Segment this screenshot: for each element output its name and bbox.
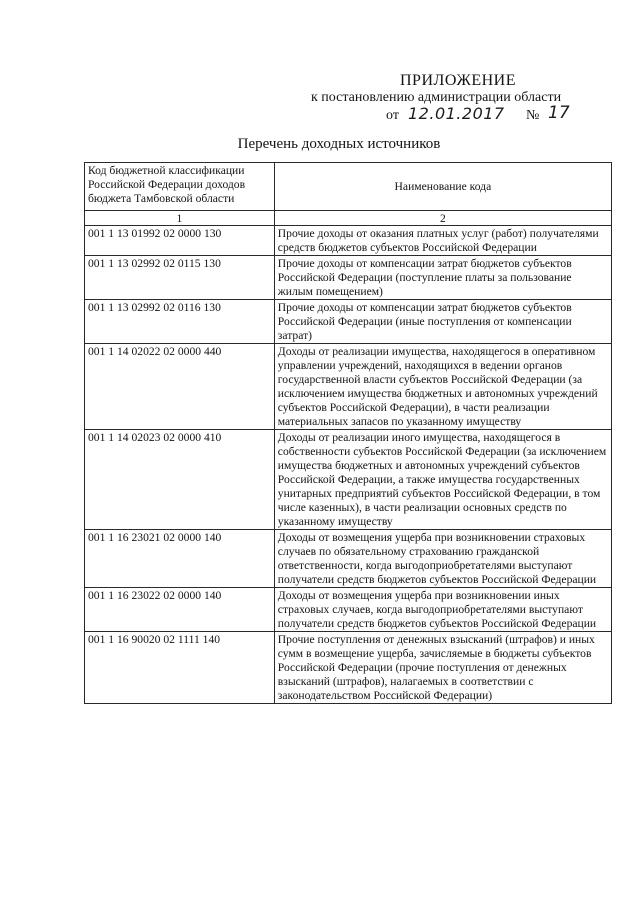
row-code: 001 1 16 23021 02 0000 140 (85, 530, 275, 588)
revenue-sources-table (84, 162, 612, 704)
row-name: Доходы от реализации имущества, находящегося в оперативном управлении учреждений, находящихся в ведении органов государственной власти субъектов Российской Федерации (за исключением имущества бюджетных и автономных учреждений субъектов Российской Федерации), в части реализации материальных запасов по указанному имуществу (274, 344, 611, 430)
table-row (85, 430, 612, 530)
table-row (85, 632, 612, 704)
appendix-subtitle: к постановлению администрации области (311, 90, 562, 105)
row-code: 001 1 13 02992 02 0115 130 (85, 256, 275, 300)
header-name-column: Наименование кода (274, 163, 611, 211)
table-row (85, 300, 612, 344)
table-row (85, 256, 612, 300)
handwritten-number: 17 (548, 103, 570, 123)
appendix-date-row (386, 103, 616, 128)
document-title: Перечень доходных источников (237, 136, 441, 152)
row-name: Доходы от реализации иного имущества, находящегося в собственности субъектов Российской Федерации (за исключением имущества бюджетных и автономных учреждений субъектов Российской Федерации, а также имущества государственных унитарных предприятий субъектов Российской Федерации, в том числе казенных), в части реализации основных средств по указанному имуществу (274, 430, 611, 530)
table-row (85, 344, 612, 430)
row-name: Доходы от возмещения ущерба при возникновении иных страховых случаев, когда выгодоприобретателями выступают получатели средств бюджетов субъектов Российской Федерации (274, 588, 611, 632)
row-code: 001 1 13 02992 02 0116 130 (85, 300, 275, 344)
date-prefix: от (386, 108, 399, 123)
table-row (85, 588, 612, 632)
row-name: Прочие доходы от компенсации затрат бюджетов субъектов Российской Федерации (иные поступления от компенсации затрат) (274, 300, 611, 344)
row-code: 001 1 13 01992 02 0000 130 (85, 226, 275, 256)
number-label: № (526, 108, 540, 123)
row-name: Доходы от возмещения ущерба при возникновении страховых случаев по обязательному страхованию гражданской ответственности, когда выгодоприобретателями выступают получатели средств бюджетов субъектов Российской Федерации (274, 530, 611, 588)
column-index-1: 1 (85, 211, 275, 226)
row-name: Прочие доходы от оказания платных услуг (работ) получателями средств бюджетов субъектов Российской Федерации (274, 226, 611, 256)
table-header-row (85, 163, 612, 211)
row-code: 001 1 14 02022 02 0000 440 (85, 344, 275, 430)
row-code: 001 1 16 90020 02 1111 140 (85, 632, 275, 704)
row-code: 001 1 16 23022 02 0000 140 (85, 588, 275, 632)
handwritten-date: 12.01.2017 (408, 104, 505, 123)
row-code: 001 1 14 02023 02 0000 410 (85, 430, 275, 530)
column-index-row (85, 211, 612, 226)
column-index-2: 2 (274, 211, 611, 226)
header-code-column: Код бюджетной классификации Российской Федерации доходов бюджета Тамбовской области (85, 163, 275, 211)
row-name: Прочие поступления от денежных взысканий (штрафов) и иных сумм в возмещение ущерба, зачисляемые в бюджеты субъектов Российской Федерации (прочие поступления от денежных взысканий (штрафов), налагаемых в соответствии с законодательством Российской Федерации) (274, 632, 611, 704)
table-row (85, 530, 612, 588)
table-row (85, 226, 612, 256)
appendix-title: ПРИЛОЖЕНИЕ (400, 72, 517, 89)
row-name: Прочие доходы от компенсации затрат бюджетов субъектов Российской Федерации (поступление платы за пользование жилым помещением) (274, 256, 611, 300)
